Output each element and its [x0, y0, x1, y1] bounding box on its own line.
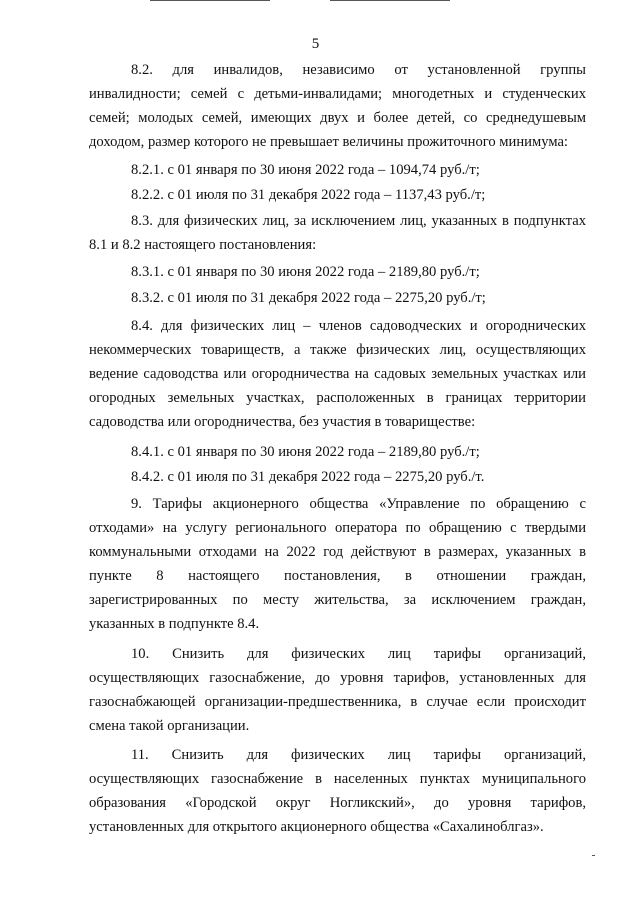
text-line: семей; молодых семей, имеющих двух и более детей, со среднедушевым: [89, 110, 586, 126]
text-line: садоводства или огородничества, без участия в товариществе:: [89, 414, 476, 430]
scan-artifact-top: [150, 0, 270, 1]
text-line: ведение садоводства или огородничества на садовых земельных участках или: [89, 366, 586, 382]
text-line: 8.1 и 8.2 настоящего постановления:: [89, 237, 317, 253]
text-line: 10. Снизить для физических лиц тарифы организаций,: [131, 646, 586, 662]
scan-artifact-dot: [592, 855, 595, 856]
text-line: указанных в подпункте 8.4.: [89, 616, 260, 632]
text-line: отходами» на услугу регионального оператора по обращению с твердыми: [89, 520, 586, 536]
text-line: зарегистрированных по месту жительства, за исключением граждан,: [89, 592, 586, 608]
text-line: осуществляющих газоснабжение, до уровня тарифов, установленных для: [89, 670, 586, 686]
page-number: 5: [311, 36, 320, 52]
paragraph-8-3-1: 8.3.1. с 01 января по 30 июня 2022 года – 2189,80 руб./т;: [131, 264, 480, 280]
text-line: 8.3. для физических лиц, за исключением лиц, указанных в подпунктах: [131, 213, 586, 229]
text-line: газоснабжающей организации-предшественника, в случае если происходит: [89, 694, 586, 710]
scan-artifact-top-right: [330, 0, 450, 1]
paragraph-10: [89, 642, 586, 738]
text-line: 11. Снизить для физических лиц тарифы организаций,: [131, 747, 586, 763]
paragraph-11: [89, 743, 586, 839]
text-line: коммунальными отходами на 2022 год действуют в размерах, указанных в: [89, 544, 586, 560]
text-line: 9. Тарифы акционерного общества «Управление по обращению с: [131, 496, 586, 512]
paragraph-8-4: [89, 314, 586, 434]
paragraph-8-4-1: 8.4.1. с 01 января по 30 июня 2022 года – 2189,80 руб./т;: [131, 444, 480, 460]
paragraph-8-2-2: 8.2.2. с 01 июля по 31 декабря 2022 года – 1137,43 руб./т;: [131, 187, 486, 203]
text-line: смена такой организации.: [89, 718, 250, 734]
text-line: осуществляющих газоснабжение в населенных пунктах муниципального: [89, 771, 586, 787]
text-line: инвалидности; семей с детьми-инвалидами; многодетных и студенческих: [89, 86, 586, 102]
text-line: 8.4. для физических лиц – членов садоводческих и огороднических: [131, 318, 586, 334]
paragraph-8-4-2: 8.4.2. с 01 июля по 31 декабря 2022 года – 2275,20 руб./т.: [131, 469, 485, 485]
paragraph-8-3: [89, 209, 586, 257]
text-line: огородных земельных участках, расположенных в границах территории: [89, 390, 586, 406]
text-line: образования «Городской округ Ногликский», до уровня тарифов,: [89, 795, 586, 811]
text-line: доходом, размер которого не превышает величины прожиточного минимума:: [89, 134, 568, 150]
paragraph-8-2-1: 8.2.1. с 01 января по 30 июня 2022 года – 1094,74 руб./т;: [131, 162, 480, 178]
text-line: пункте 8 настоящего постановления, в отношении граждан,: [89, 568, 586, 584]
text-line: некоммерческих товариществ, а также физических лиц, осуществляющих: [89, 342, 586, 358]
text-line: установленных для открытого акционерного общества «Сахалиноблгаз».: [89, 819, 544, 835]
paragraph-8-3-2: 8.3.2. с 01 июля по 31 декабря 2022 года – 2275,20 руб./т;: [131, 290, 486, 306]
paragraph-9: [89, 492, 586, 636]
text-line: 8.2. для инвалидов, независимо от установленной группы: [131, 62, 586, 78]
paragraph-8-2: [89, 58, 586, 154]
